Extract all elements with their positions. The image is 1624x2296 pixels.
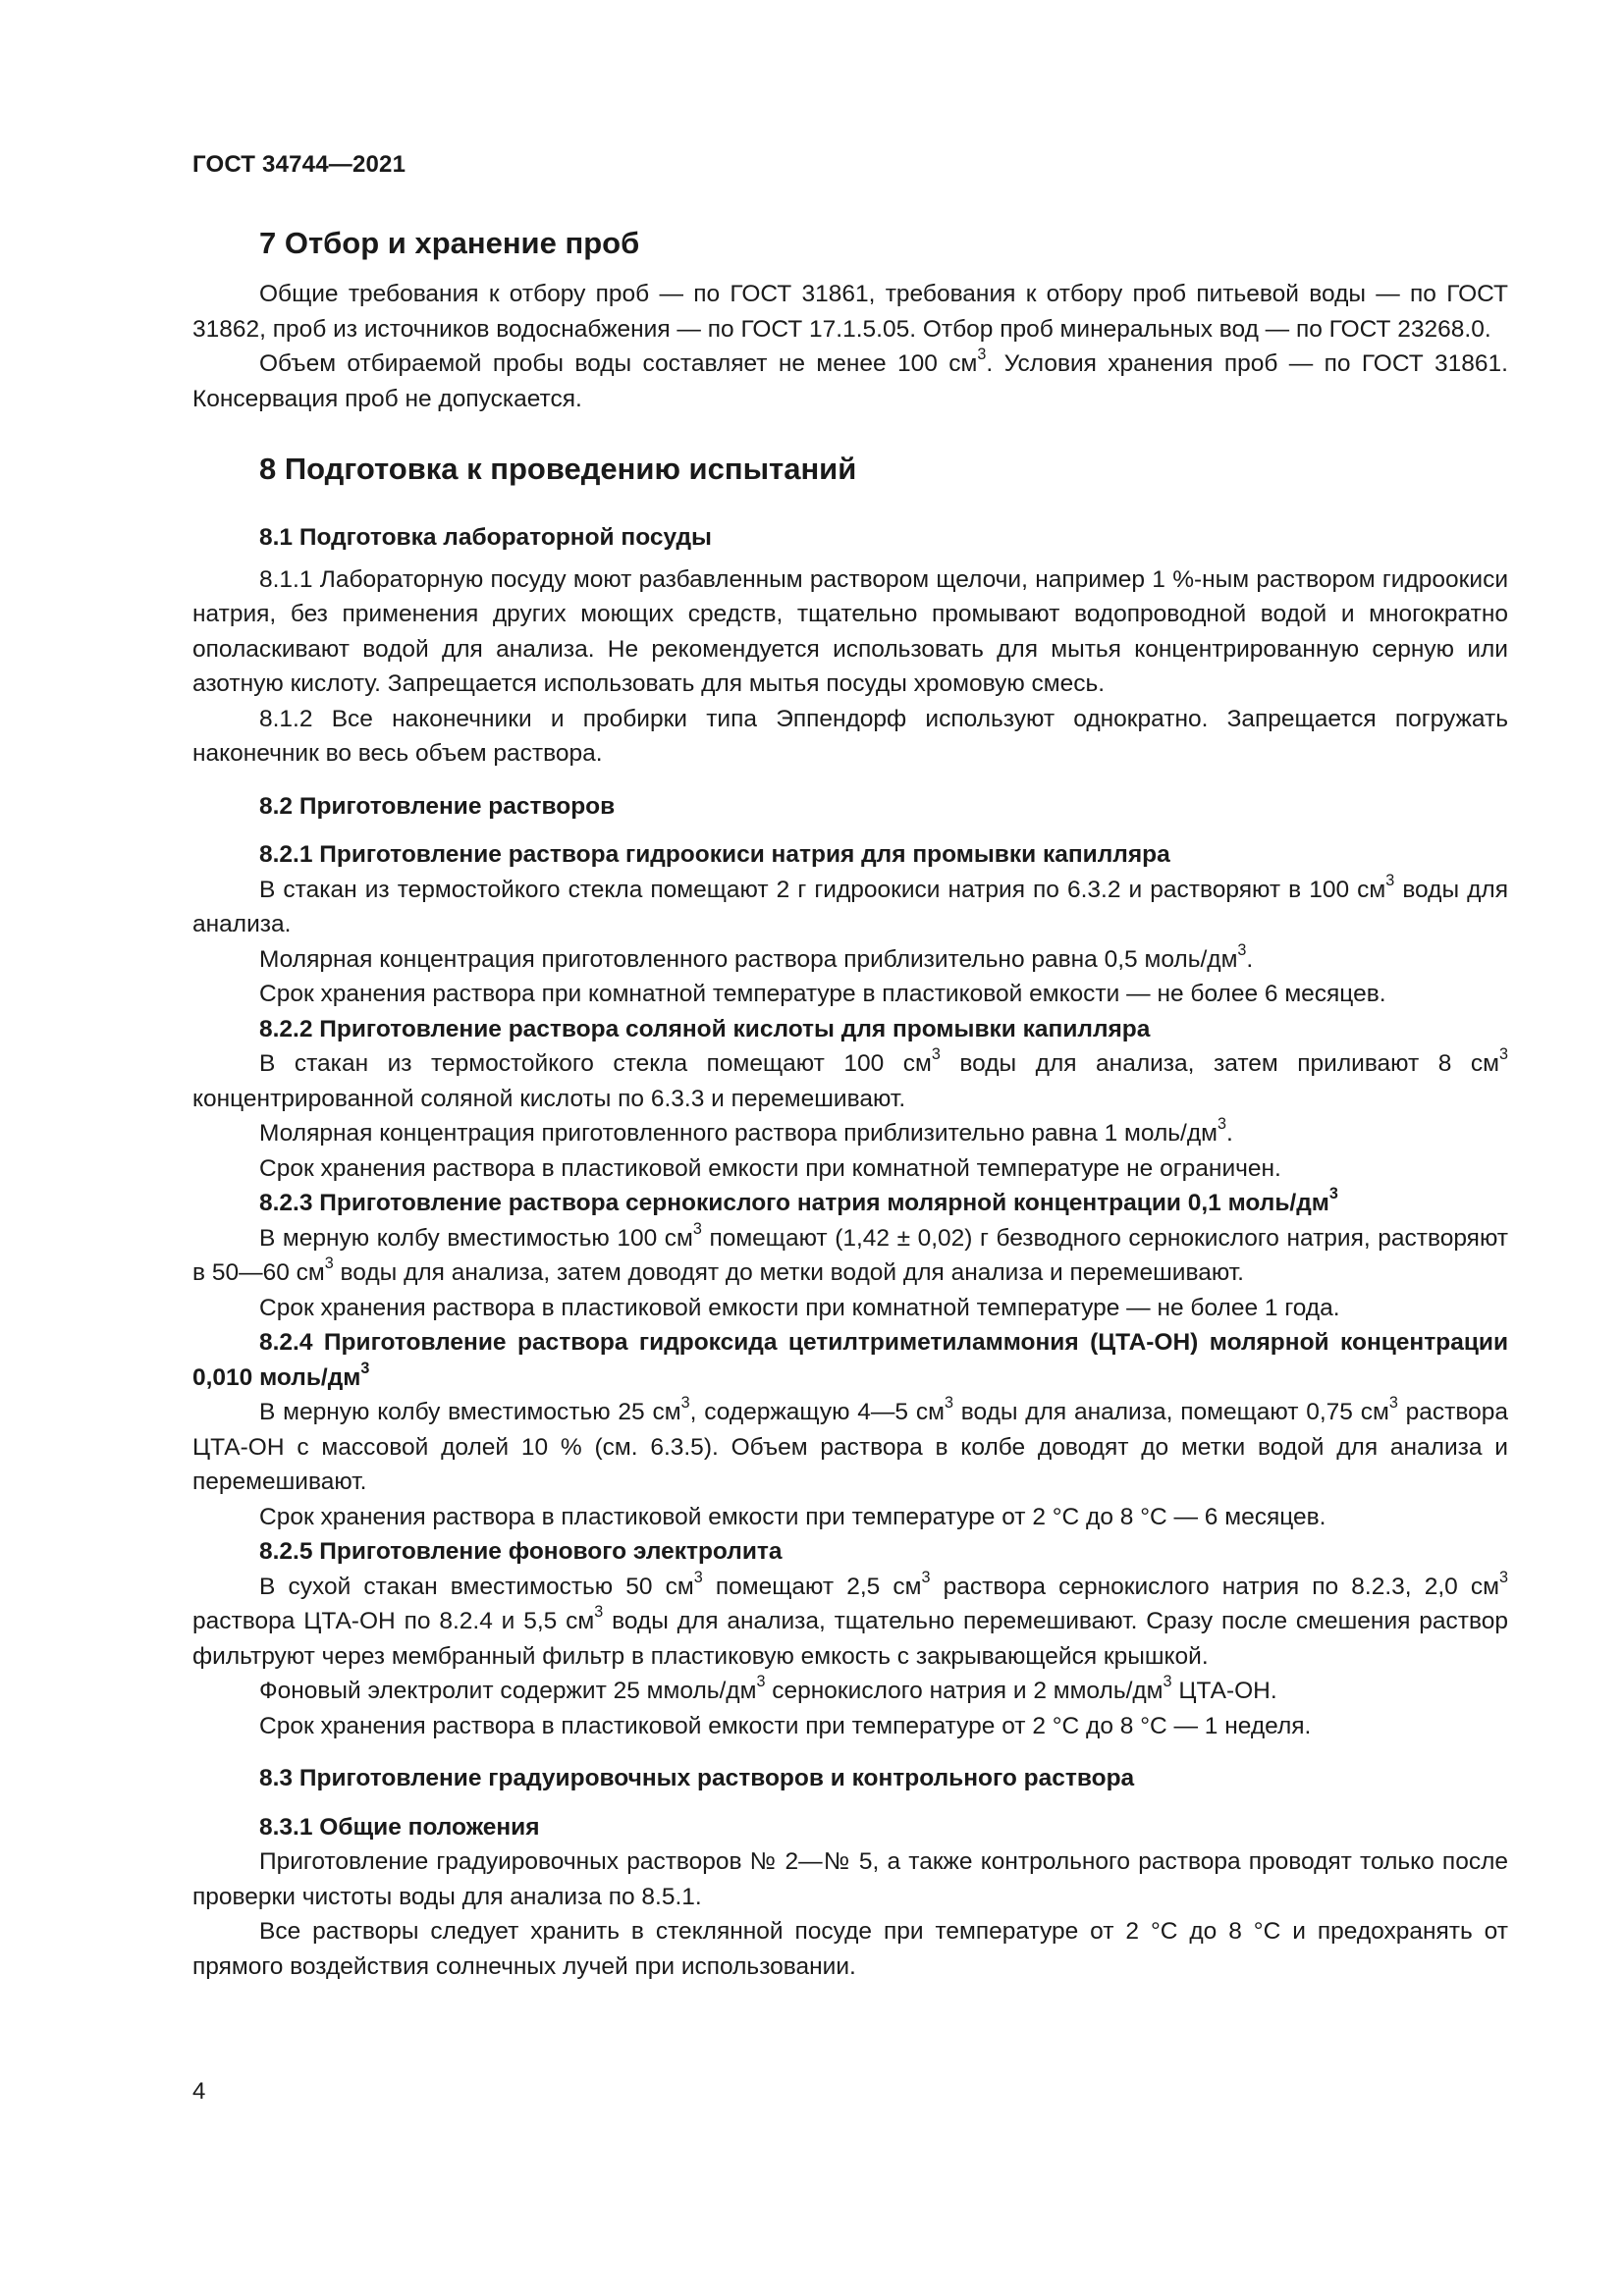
section-8-2-2-paragraph-2: Молярная концентрация приготовленного раствора приблизительно равна 1 моль/$дм^3$. (259, 1114, 1233, 1147)
section-8-2-5-paragraph-1: В сухой стакан вместимостью 50 $см^3$ помещают 2,5 $см^3$ раствора сернокислого натрия по 8.2.3, 2,0 $см^3$ раствора ЦТА-ОН по 8.2.4 и 5,5 $см^3$ воды для анализа, тщательно перемешивают. Сразу после смешения раствор фильтруют через мембранный фильтр в пластиковую емкость с закрывающейся крышкой. (192, 1568, 1509, 1670)
section-8-2-heading: 8.2 Приготовление растворов (259, 792, 616, 820)
section-7-paragraph-1: Общие требования к отбору проб — по ГОСТ 31861, требования к отбору проб питьевой воды — по ГОСТ 31862, проб из источников водоснабжения — по ГОСТ 17.1.5.05. Отбор проб минеральных вод — по ГОСТ 23268.0. (192, 281, 1508, 343)
section-8-3-1-paragraph-2: Все растворы следует хранить в стеклянной посуде при температуре от 2 °С до 8 °С и предохранять от прямого воздействия солнечных лучей при использовании. (192, 1918, 1508, 1980)
page-number: 4 (192, 2078, 206, 2105)
section-8-2-5-heading: 8.2.5 Приготовление фонового электролита (259, 1538, 783, 1565)
document-id-header: ГОСТ 34744—2021 (192, 151, 406, 178)
section-8-3-1-paragraph-1: Приготовление градуировочных растворов № 2—№ 5, а также контрольного раствора проводят только после проверки чистоты воды для анализа по 8.5.1. (192, 1848, 1508, 1910)
document-body (192, 224, 1508, 1984)
section-8-2-2-paragraph-3: Срок хранения раствора в пластиковой емкости при комнатной температуре не ограничен. (259, 1154, 1281, 1182)
section-8-2-1-paragraph-1: В стакан из термостойкого стекла помещают 2 г гидроокиси натрия по 6.3.2 и растворяют в 100 $см^3$ воды для анализа. (192, 871, 1508, 937)
section-8-1-heading: 8.1 Подготовка лабораторной посуды (259, 524, 712, 551)
section-8-1-2-paragraph: 8.1.2 Все наконечники и пробирки типа Эппендорф используют однократно. Запрещается погружать наконечник во весь объем раствора. (192, 705, 1508, 767)
section-8-3-heading: 8.3 Приготовление градуировочных растворов и контрольного раствора (259, 1765, 1135, 1791)
section-7-heading: 7 Отбор и хранение проб (259, 226, 640, 260)
section-8-2-1-heading: 8.2.1 Приготовление раствора гидроокиси натрия для промывки капилляра (259, 841, 1170, 868)
section-8-2-1-paragraph-2: Молярная концентрация приготовленного раствора приблизительно равна 0,5 моль/$дм^3$. (259, 940, 1254, 973)
section-8-2-4-paragraph-2: Срок хранения раствора в пластиковой емкости при температуре от 2 °С до 8 °С — 6 месяцев. (259, 1503, 1326, 1530)
section-8-2-2-heading: 8.2.2 Приготовление раствора соляной кислоты для промывки капилляра (259, 1015, 1151, 1042)
section-8-3-1-heading: 8.3.1 Общие положения (259, 1813, 540, 1841)
section-8-2-4-paragraph-1: В мерную колбу вместимостью 25 $см^3$, содержащую 4—5 $см^3$ воды для анализа, помещают 0,75 $см^3$ раствора ЦТА-ОН с массовой долей 10 % (см. 6.3.5). Объем раствора в колбе доводят до метки водой для анализа и перемешивают. (192, 1393, 1509, 1495)
section-8-2-5-paragraph-3: Срок хранения раствора в пластиковой емкости при температуре от 2 °С до 8 °С — 1 неделя. (259, 1712, 1312, 1739)
section-7-paragraph-2: Объем отбираемой пробы воды составляет не менее 100 $см^3$. Условия хранения проб — по ГОСТ 31861. Консервация проб не допускается. (192, 345, 1508, 412)
section-8-heading: 8 Подготовка к проведению испытаний (259, 452, 857, 486)
section-8-2-1-paragraph-3: Срок хранения раствора при комнатной температуре в пластиковой емкости — не более 6 месяцев. (259, 981, 1386, 1007)
section-8-2-4-heading: 8.2.4 Приготовление раствора гидроксида цетилтриметиламмония (ЦТА-ОН) молярной концентрации 0,010 моль/$дм^3$ (192, 1329, 1508, 1391)
section-8-2-3-paragraph-1: В мерную колбу вместимостью 100 $см^3$ помещают (1,42 ± 0,02) г безводного сернокислого натрия, растворяют в 50—60 $см^3$ воды для анализа, затем доводят до метки водой для анализа и перемешивают. (192, 1219, 1509, 1286)
section-8-2-3-heading: 8.2.3 Приготовление раствора сернокислого натрия молярной концентрации 0,1 моль/$дм^3$ (259, 1184, 1338, 1216)
section-8-2-3-paragraph-2: Срок хранения раствора в пластиковой емкости при комнатной температуре — не более 1 года. (259, 1294, 1340, 1321)
section-8-1-1-paragraph: 8.1.1 Лабораторную посуду моют разбавленным раствором щелочи, например 1 %-ным раствором гидроокиси натрия, без применения других моющих средств, тщательно промывают водопроводной водой и многократно ополаскивают водой для анализа. Не рекомендуется использовать для мытья концентрированную серную или азотную кислоту. Запрещается использовать для мытья посуды хромовую смесь. (192, 565, 1508, 697)
section-8-2-2-paragraph-1: В стакан из термостойкого стекла помещают 100 $см^3$ воды для анализа, затем приливают 8 $см^3$ концентрированной соляной кислоты по 6.3.3 и перемешивают. (192, 1044, 1509, 1112)
section-8-2-5-paragraph-2: Фоновый электролит содержит 25 ммоль/$дм^3$ сернокислого натрия и 2 ммоль/$дм^3$ ЦТА-ОН. (259, 1672, 1277, 1704)
